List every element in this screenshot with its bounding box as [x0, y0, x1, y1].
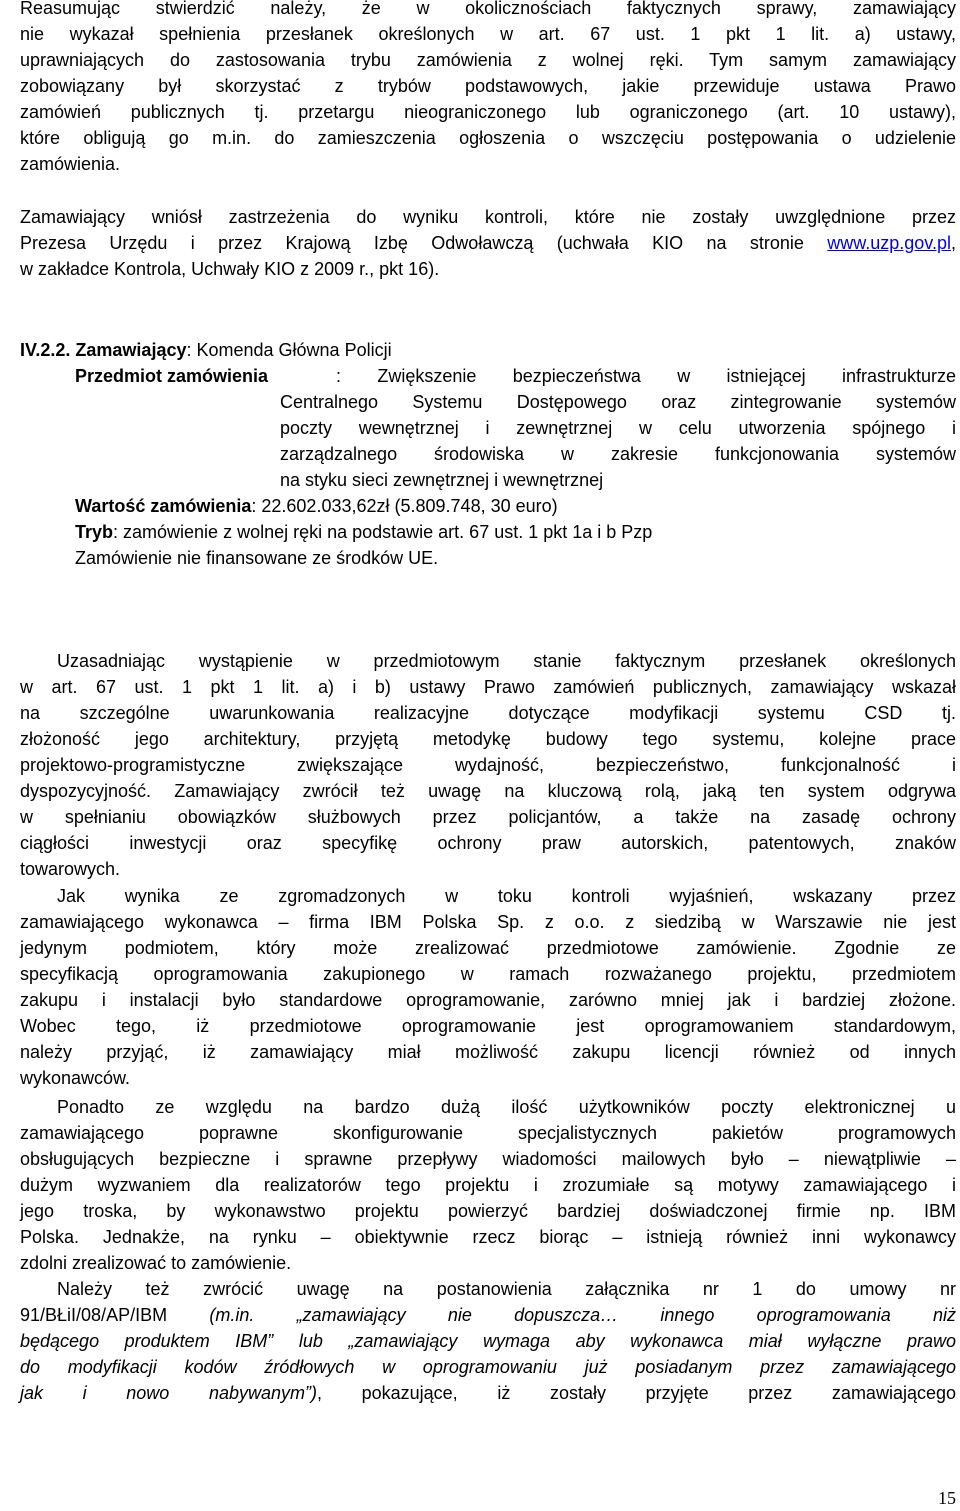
text-line: Centralnego Systemu Dostępowego oraz zintegrowanie systemów	[280, 392, 956, 412]
text-fragment: Prezesa Urzędu i przez Krajową Izbę Odwoławczą (uchwała KIO na stronie	[20, 233, 828, 253]
text-line: w art. 67 ust. 1 pkt 1 lit. a) i b) ustawy Prawo zamówień publicznych, zamawiający wskazał	[20, 677, 956, 697]
text-line: zobowiązany był skorzystać z trybów podstawowych, jakie przewiduje ustawa Prawo	[20, 76, 956, 96]
value-row	[20, 493, 956, 519]
text-line: Zamawiający wniósł zastrzeżenia do wyniku kontroli, które nie zostały uwzględnione przez	[20, 207, 956, 227]
quote-fragment: jak i nowo nabywanym”)	[20, 1383, 317, 1403]
text-line: Jak wynika ze zgromadzonych w toku kontroli wyjaśnień, wskazany przez	[57, 886, 956, 906]
text-line: Reasumując stwierdzić należy, że w okolicznościach faktycznych sprawy, zamawiający	[20, 0, 956, 18]
paragraph-email-systems	[20, 1094, 956, 1276]
mode-text: : zamówienie z wolnej ręki na podstawie art. 67 ust. 1 pkt 1a i b Pzp	[113, 522, 653, 542]
text-line: zamówienia.	[20, 154, 121, 174]
contracting-authority-value: : Komenda Główna Policji	[186, 340, 392, 360]
mode-row	[20, 519, 956, 545]
text-line: Wobec tego, iż przedmiotowe oprogramowanie jest oprogramowaniem standardowym,	[20, 1016, 956, 1036]
text-fragment: ,	[950, 233, 956, 253]
paragraph-annex	[20, 1276, 956, 1406]
subject-first-line	[75, 363, 956, 389]
paragraph-conclusion	[20, 0, 956, 177]
subject-continuation	[20, 389, 956, 493]
page-number: 15	[938, 1488, 956, 1508]
mode-label: Tryb	[75, 522, 114, 542]
subject-label: Przedmiot zamówienia	[75, 366, 269, 386]
text-line: w zakładce Kontrola, Uchwały KIO z 2009 r., pkt 16).	[20, 259, 440, 279]
text-line: projektowo-programistyczne zwiększające wydajność, bezpieczeństwo, funkcjonalność i	[20, 755, 956, 775]
text-line	[20, 1328, 956, 1354]
text-line: ciągłości inwestycji oraz specyfikę ochrony praw autorskich, patentowych, znaków	[20, 833, 956, 853]
text-line: zamawiającego wykonawca – firma IBM Polska Sp. z o.o. z siedzibą w Warszawie nie jest	[20, 912, 956, 932]
text-line: poczty wewnętrznej i zewnętrznej w celu utworzenia spójnego i	[280, 418, 956, 438]
text-line: zamawiającego poprawne skonfigurowanie specjalistycznych pakietów programowych	[20, 1123, 956, 1143]
text-line: zdolni zrealizować to zamówienie.	[20, 1253, 292, 1273]
text-line	[20, 1380, 956, 1406]
paragraph-findings	[20, 883, 956, 1091]
text-line: jedynym podmiotem, który może zrealizować przedmiotowe zamówienie. Zgodnie ze	[20, 938, 956, 958]
text-line: Uzasadniając wystąpienie w przedmiotowym stanie faktycznym przesłanek określonych	[57, 651, 956, 671]
text-line: należy przyjąć, iż zamawiający miał możliwość zakupu licencji również od innych	[20, 1042, 956, 1062]
text-line: Polska. Jednakże, na rynku – obiektywnie rzecz biorąc – istnieją również inni wykonawcy	[20, 1227, 956, 1247]
quote-fragment: będącego produktem IBM” lub „zamawiający wymaga aby wykonawca miał wyłączne prawo	[20, 1331, 956, 1351]
quote-fragment: do modyfikacji kodów źródłowych w oprogramowaniu już posiadanym przez zamawiającego	[20, 1357, 956, 1377]
contract-section	[20, 337, 956, 571]
uzp-link[interactable]: www.uzp.gov.pl	[827, 233, 951, 253]
contracting-authority-row	[20, 337, 956, 363]
text-line	[20, 230, 956, 256]
text-line: dużym wyzwaniem dla realizatorów tego projektu i zrozumiałe są motywy zamawiającego i	[20, 1175, 956, 1195]
text-line: złożoność jego architektury, przyjętą metodykę budowy tego systemu, kolejne prace	[20, 729, 956, 749]
text-line: Ponadto ze względu na bardzo dużą ilość użytkowników poczty elektronicznej u	[57, 1097, 956, 1117]
text-line: w spełnianiu obowiązków służbowych przez policjantów, a także na zasadę ochrony	[20, 807, 956, 827]
text-line: wykonawców.	[20, 1068, 131, 1088]
text-fragment: 91/BŁiI/08/AP/IBM	[20, 1305, 210, 1325]
quote-fragment: (m.in. „zamawiający nie dopuszcza… innego oprogramowania niż	[209, 1305, 957, 1325]
text-line: zarządzalnego środowiska w zakresie funkcjonowania systemów	[280, 444, 956, 464]
text-line: na szczególne uwarunkowania realizacyjne dotyczące modyfikacji systemu CSD tj.	[20, 703, 956, 723]
text-line: jego troska, by wykonawstwo projektu powierzyć bardziej doświadczonej firmie np. IBM	[20, 1201, 956, 1221]
value-label: Wartość zamówienia	[75, 496, 252, 516]
text-line: nie wykazał spełnienia przesłanek określonych w art. 67 ust. 1 pkt 1 lit. a) ustawy,	[20, 24, 956, 44]
text-line	[20, 1354, 956, 1380]
text-line: towarowych.	[20, 859, 121, 879]
funding-text: Zamówienie nie finansowane ze środków UE.	[75, 548, 439, 568]
text-line: na styku sieci zewnętrznej i wewnętrznej	[280, 470, 604, 490]
paragraph-justification	[20, 648, 956, 882]
text-fragment: , pokazujące, iż zostały przyjęte przez zamawiającego	[316, 1383, 956, 1403]
value-text: : 22.602.033,62zł (5.809.748, 30 euro)	[251, 496, 558, 516]
subject-row	[20, 363, 956, 389]
text-line	[20, 1302, 956, 1328]
text-line: obsługujących bezpieczne i sprawne przepływy wiadomości mailowych było – niewątpliwie –	[20, 1149, 956, 1169]
text-line: uprawniających do zastosowania trybu zamówienia z wolnej ręki. Tym samym zamawiający	[20, 50, 956, 70]
text-line: Należy też zwrócić uwagę na postanowienia załącznika nr 1 do umowy nr	[57, 1279, 956, 1299]
funding-row	[20, 545, 956, 571]
text-line: zamówień publicznych tj. przetargu nieograniczonego lub ograniczonego (art. 10 ustawy),	[20, 102, 956, 122]
text-line: które obligują go m.in. do zamieszczenia ogłoszenia o wszczęciu postępowania o udzielenie	[20, 128, 956, 148]
section-number: IV.2.2.	[20, 340, 71, 360]
text-line: dyspozycyjność. Zamawiający zwrócił też uwagę na kluczową rolą, jaką ten system odgrywa	[20, 781, 956, 801]
text-line: specyfikacją oprogramowania zakupionego w ramach rozważanego projektu, przedmiotem	[20, 964, 956, 984]
text-line: zakupu i instalacji było standardowe oprogramowanie, zarówno mniej jak i bardziej złożone.	[20, 990, 956, 1010]
paragraph-objections	[20, 204, 956, 282]
contracting-authority-label: Zamawiający	[75, 340, 187, 360]
subject-text: : Zwiększenie bezpieczeństwa w istniejącej infrastrukturze	[336, 366, 956, 386]
